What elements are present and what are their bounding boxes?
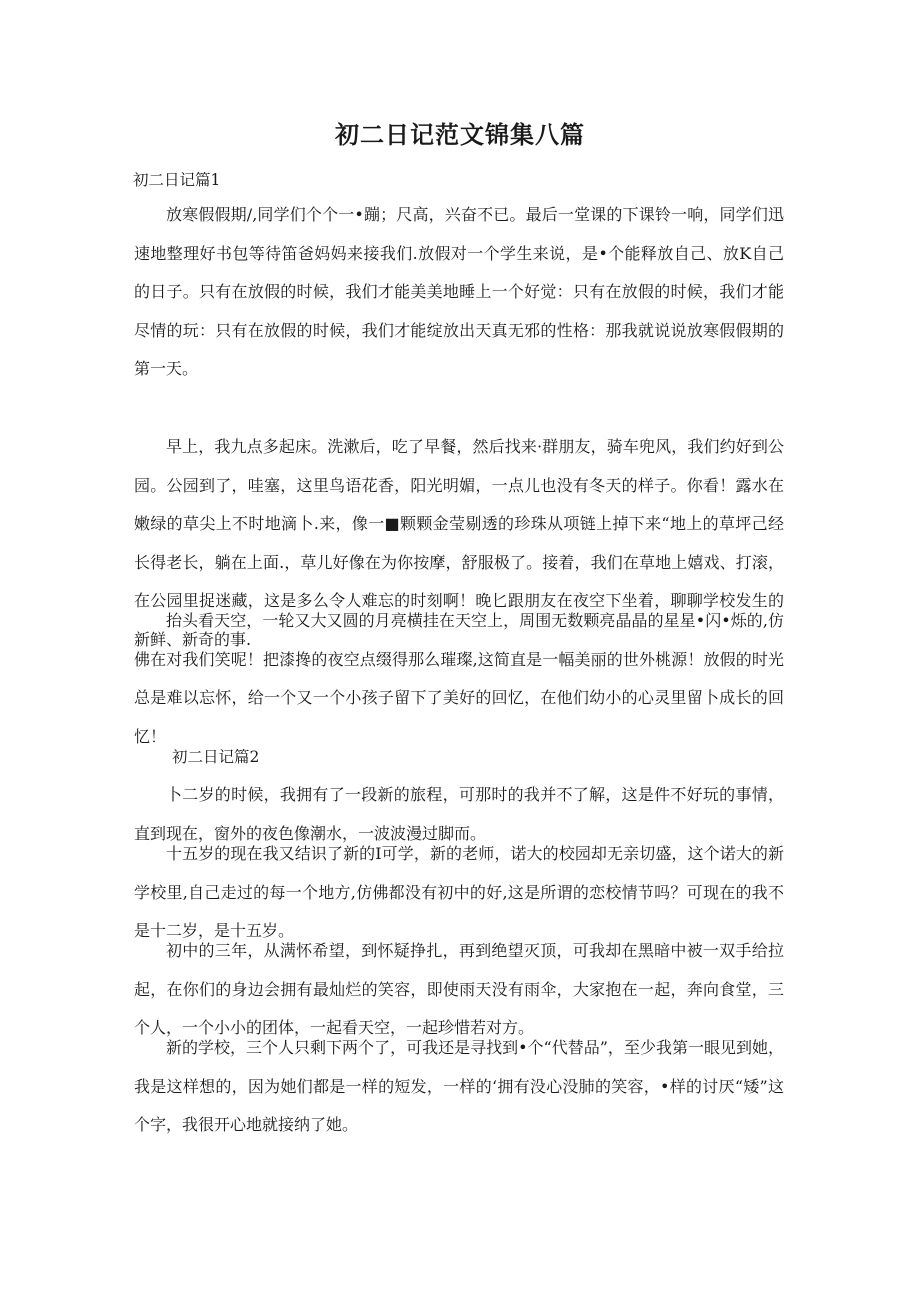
paragraph: 卜二岁的时候，我拥有了一段新的旅程，可那时的我并不了解，这是件不好玩的事情，直到现在，窗外的夜色像潮水，一波波漫过脚而。 <box>134 785 784 843</box>
document-title: 初二日记范文锦集八篇 <box>335 121 585 149</box>
section-heading-2: 初二日记篇2 <box>172 748 260 766</box>
paragraph: 新的学校，三个人只剩下两个了，可我还是寻找到•个“代替品”，至少我第一眼见到她，我是这样想的，因为她们都是一样的短发，一样的‘拥有没心没肺的笑容，•样的讨厌“矮”这个字，我很开心地就接纳了她。 <box>134 1038 784 1135</box>
paragraph: 放寒假假期/,同学们个个一•蹦；尺高，兴奋不已。最后一堂课的下课铃一响，同学们迅速地整理好书包等待笛爸妈妈来接我们.放假对一个学生来说，是•个能释放自己、放K自己的日子。只有在放假的时候，我们才能美美地睡上一个好觉：只有在放假的时候，我们才能尽情的玩：只有在放假的时候，我们才能绽放出天真无邪的性格：那我就说说放寒假假期的第一天。 <box>134 205 784 379</box>
paragraph: 初中的三年，从满怀希望，到怀疑挣扎，再到绝望灭顶，可我却在黑暗中被一双手给拉起，在你们的身边会拥有最灿烂的笑容，即使雨天没有雨伞，大家抱在一起，奔向食堂，三个人，一个小小的团体，一起看天空，一起珍惜若对方。 <box>134 941 784 1038</box>
paragraph: 抬头看天空，一轮又大又圆的月亮横挂在天空上，周围无数颗亮晶晶的星星•闪•烁的,仿佛在对我们笑呢！把漆搀的夜空点缀得那么璀璨,这简直是一幅美丽的世外桃源！放假的时光总是难以忘怀，给一个又一个小孩子留下了美好的回忆，在他们幼小的心灵里留卜成长的回忆！ <box>134 611 784 746</box>
paragraph: 早上，我九点多起床。洗漱后，吃了早餐，然后找来·群朋友，骑车兜风，我们约好到公园。公园到了，哇塞，这里鸟语花香，阳光明媚，一点儿也没有冬天的样子。你看！露水在嫩绿的草尖上不时地滴卜.来，像一■颗颗金莹剔透的珍珠从项链上掉下来“地上的草坪己经长得老长，躺在上面.，草儿好像在为你按摩，舒服极了。接着，我们在草地上嬉戏、打滚，在公园里捉迷藏，这是多么令人难忘的时刻啊！晚匕跟朋友在夜空下坐着，聊聊学校发生的新鲜、新奇的事. <box>134 437 784 649</box>
section-heading-1: 初二日记篇1 <box>133 171 221 189</box>
paragraph: 十五岁的现在我又结识了新的I可学，新的老师，诺大的校园却无亲切盛，这个诺大的新学校里,自己走过的每一个地方,仿佛都没有初中的好,这是所谓的恋校情节吗？可现在的我不是十二岁，是十五岁。 <box>134 844 784 941</box>
